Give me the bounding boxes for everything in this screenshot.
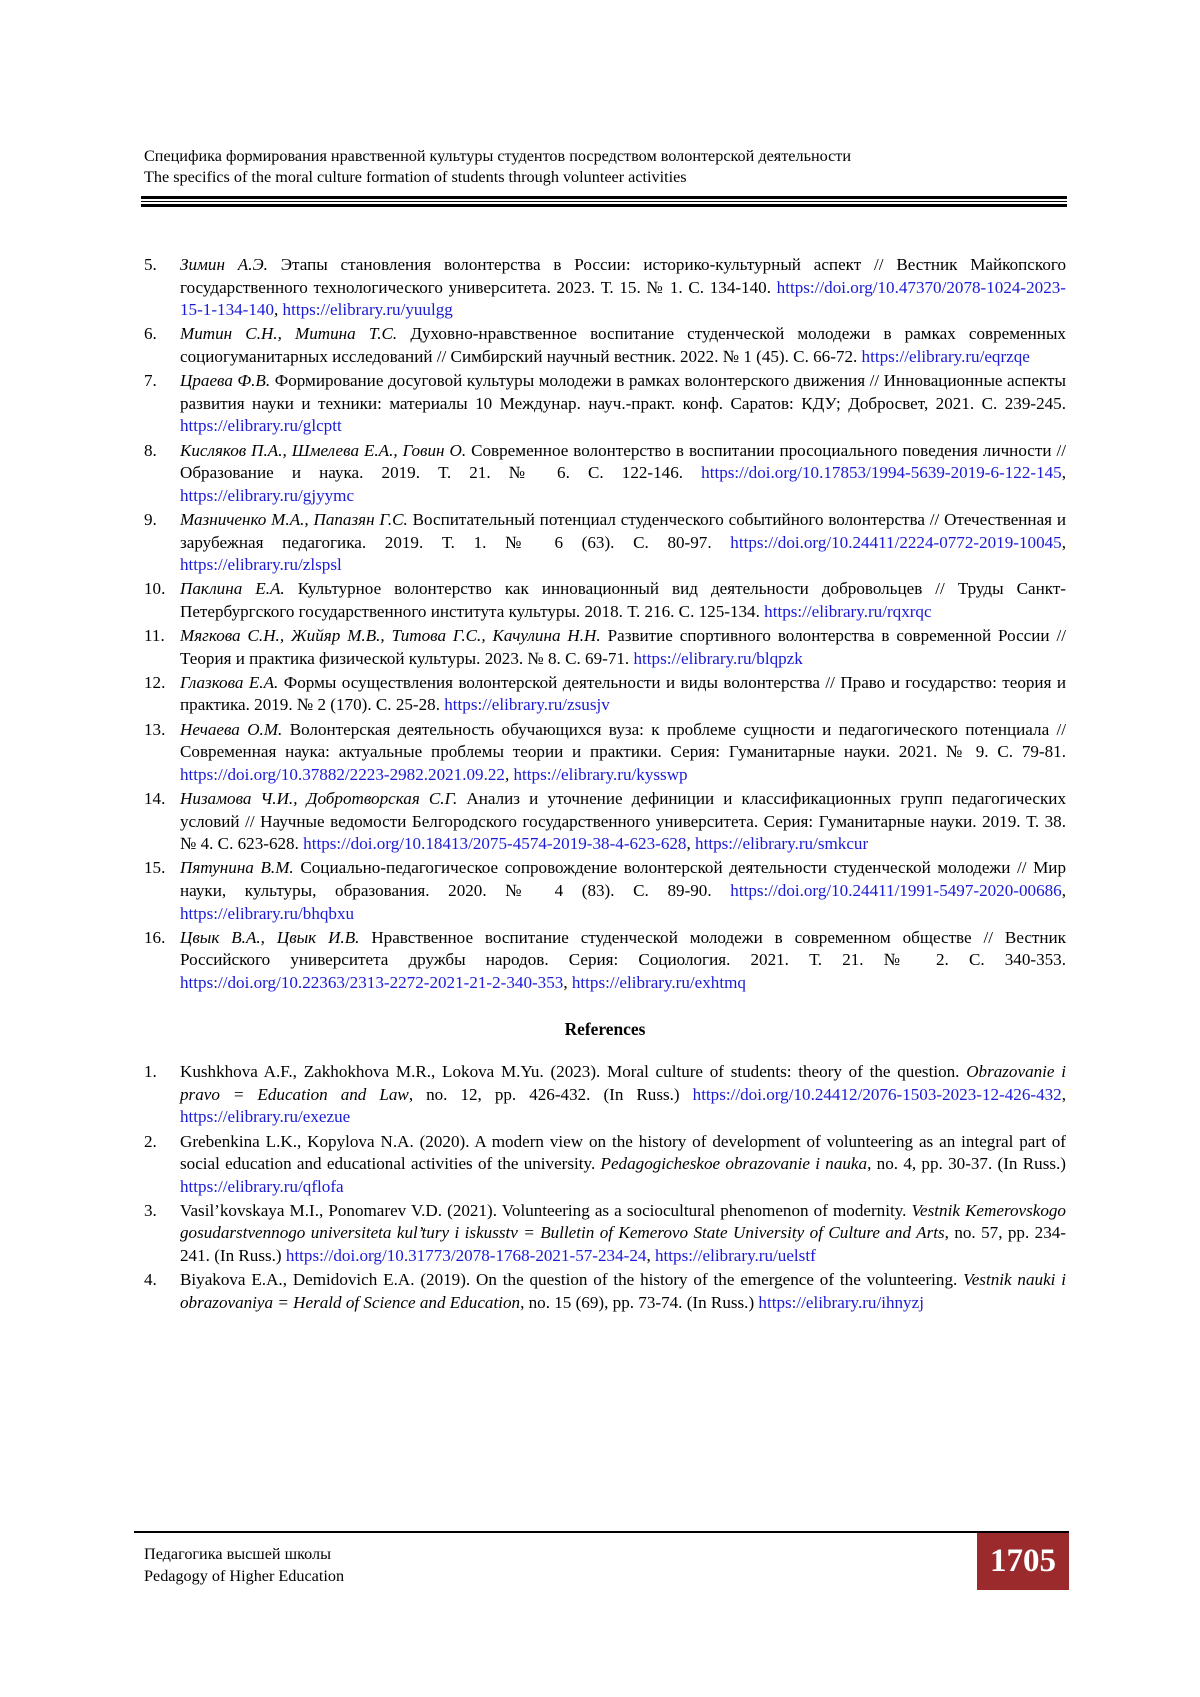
reference-link[interactable]: https://elibrary.ru/exhtmq	[571, 972, 746, 992]
reference-item: 9. Мазниченко М.А., Папазян Г.С. Воспитательный потенциал студенческого событийного волонтерства // Отечественная и зарубежная педагогика. 2019. Т. 1. № 6 (63). С. 80-97. https://doi.org/10.24411/2224-0772-2019-10045, https://elibrary.ru/zlspsl	[144, 509, 1066, 575]
reference-link[interactable]: https://doi.org/10.31773/2078-1768-2021-57-234-24	[285, 1246, 647, 1266]
footer-journal-en: Pedagogy of Higher Education	[144, 1566, 345, 1585]
reference-number: 1.	[144, 1062, 157, 1082]
reference-link[interactable]: https://elibrary.ru/zsusjv	[444, 695, 610, 715]
reference-authors: Цвык В.А., Цвык И.В.	[180, 927, 360, 947]
reference-link[interactable]: https://elibrary.ru/bhqbxu	[180, 903, 355, 923]
reference-item: 5. Зимин А.Э. Этапы становления волонтерства в России: историко-культурный аспект // Вестник Майкопского государственного технологического университета. 2023. Т. 15. № 1. С. 134-140. https://doi.org/10.47370/2078-1024-2023-15-1-134-140, https://elibrary.ru/yuulgg	[144, 255, 1066, 320]
reference-number: 7.	[144, 371, 157, 391]
footer-rule	[134, 1531, 1069, 1533]
reference-text: Культурное волонтерство как инновационный вид деятельности добровольцев // Труды Санкт-Петербургского государственного института культуры. 2018. Т. 216. С. 125-134.	[180, 579, 1066, 621]
reference-source: Pedagogicheskoe obrazovanie i nauka	[600, 1154, 868, 1174]
reference-item: 8. Кисляков П.А., Шмелева Е.А., Говин О. Современное волонтерство в воспитании просоциального поведения личности // Образование и наука. 2019. Т. 21. № 6. С. 122-146. https://doi.org/10.17853/1994-5639-2019-6-122-145, https://elibrary.ru/gjyymc	[144, 440, 1066, 505]
reference-authors: Цраева Ф.В.	[180, 371, 271, 391]
reference-item	[144, 1269, 1066, 1314]
reference-text: Современное волонтерство в воспитании просоциального поведения личности // Образование и наука. 2019. Т. 21. № 6. С. 122-146.	[180, 440, 1066, 483]
reference-link[interactable]: https://doi.org/10.17853/1994-5639-2019-6-122-145	[701, 463, 1062, 483]
reference-source: Vestnik Kemerovskogo gosudarstvennogo universiteta kul’tury i iskusstv = Bulletin of Kemerovo State University of Culture and Arts	[180, 1200, 1066, 1243]
reference-authors: Кисляков П.А., Шмелева Е.А., Говин О.	[180, 440, 467, 460]
reference-number: 8.	[144, 440, 157, 460]
reference-number: 10.	[144, 579, 166, 599]
reference-authors: Зимин А.Э.	[180, 255, 268, 274]
reference-link[interactable]: https://elibrary.ru/blqpzk	[633, 648, 803, 668]
reference-source: Obrazovanie i pravo = Education and Law	[180, 1062, 1066, 1104]
reference-text: Grebenkina L.K., Kopylova N.A. (2020). A modern view on the history of development of volunteering as an integral part of social education and educational activities of the university.	[180, 1131, 1066, 1174]
reference-text: Социально-педагогическое сопровождение волонтерской деятельности студенческой молодежи // Мир науки, культуры, образования. 2020. № 4 (83). С. 89-90.	[180, 858, 1067, 900]
reference-text: Формы осуществления волонтерской деятельности и виды волонтерства // Право и государство: теория и практика. 2019. № 2 (170). С. 25-28.	[180, 672, 1066, 715]
reference-item	[144, 323, 1066, 368]
reference-link[interactable]: https://elibrary.ru/zlspsl	[180, 555, 342, 575]
reference-text: Biyakova E.A., Demidovich E.A. (2019). On the question of the history of the emergence of the volunteering.	[180, 1270, 964, 1290]
reference-text: Анализ и уточнение дефиниции и классификационных групп педагогических условий // Научные ведомости Белгородского государственного университета. Серия: Гуманитарные науки. 2019. Т. 38. № 4. С. 623-628.	[180, 789, 1067, 854]
reference-link[interactable]: https://elibrary.ru/yuulgg	[282, 300, 453, 320]
page-content	[144, 254, 1066, 1316]
reference-tail: , no. 4, pp. 30-37. (In Russ.)	[867, 1154, 1066, 1174]
reference-link[interactable]: https://elibrary.ru/glcptt	[180, 416, 342, 436]
reference-link[interactable]: https://doi.org/10.24411/1991-5497-2020-00686	[730, 880, 1062, 900]
references-en-list	[144, 1061, 1066, 1314]
reference-number: 4.	[144, 1270, 157, 1290]
reference-number: 6.	[144, 324, 157, 344]
reference-link[interactable]: https://doi.org/10.47370/2078-1024-2023-15-1-134-140	[180, 277, 1066, 320]
reference-item: 16. Цвык В.А., Цвык И.В. Нравственное воспитание студенческой молодежи в современном обществе // Вестник Российского университета дружбы народов. Серия: Социология. 2021. Т. 21. № 2. С. 340-353. https://doi.org/10.22363/2313-2272-2021-21-2-340-353, https://elibrary.ru/exhtmq	[144, 927, 1066, 992]
reference-item	[144, 672, 1066, 717]
references-ru-list	[144, 254, 1066, 995]
footer-journal-ru: Педагогика высшей школы	[144, 1545, 331, 1563]
reference-source: Vestnik nauki i obrazovaniya = Herald of Science and Education	[180, 1270, 1066, 1312]
reference-link[interactable]: https://elibrary.ru/qflofa	[180, 1176, 344, 1196]
reference-number: 15.	[144, 858, 166, 878]
reference-link[interactable]: https://doi.org/10.22363/2313-2272-2021-21-2-340-353	[180, 972, 564, 992]
reference-item: 1. Kushkhova A.F., Zakhokhova M.R., Lokova M.Yu. (2023). Moral culture of students: theory of the question. Obrazovanie i pravo = Education and Law, no. 12, pp. 426-432. (In Russ.) https://doi.org/10.24412/2076-1503-2023-12-426-432, https://elibrary.ru/exezue	[144, 1062, 1067, 1127]
reference-authors: Пятунина В.М.	[180, 858, 294, 878]
reference-text: Vasil’kovskaya M.I., Ponomarev V.D. (2021). Volunteering as a sociocultural phenomenon of modernity.	[180, 1200, 912, 1220]
reference-number: 14.	[144, 789, 166, 808]
reference-text: Формирование досуговой культуры молодежи в рамках волонтерского движения // Инновационные аспекты развития науки и техники: материалы 10 Междунар. науч.-практ. конф. Саратов: КДУ; Добросвет, 2021. С. 239-245.	[180, 371, 1066, 413]
reference-text: Развитие спортивного волонтерства в современной России // Теория и практика физической культуры. 2023. № 8. С. 69-71.	[180, 626, 1066, 668]
reference-item	[144, 1131, 1066, 1199]
reference-link[interactable]: https://doi.org/10.37882/2223-2982.2021.09.22	[180, 764, 505, 784]
reference-link[interactable]: https://doi.org/10.18413/2075-4574-2019-38-4-623-628	[303, 834, 687, 854]
reference-number: 5.	[144, 255, 157, 274]
reference-number: 12.	[144, 672, 166, 692]
reference-authors: Мягкова С.Н., Жийяр М.В., Титова Г.С., Качулина Н.Н.	[180, 626, 601, 646]
page-number-badge: 1705	[977, 1533, 1069, 1590]
reference-link[interactable]: https://doi.org/10.24412/2076-1503-2023-12-426-432	[692, 1084, 1062, 1104]
reference-text: Волонтерская деятельность обучающихся вуза: к проблеме сущности и педагогического потенциала // Современная наука: актуальные проблемы теории и практики. Серия: Гуманитарные науки. 2021. № 9. С. 79-81.	[180, 719, 1067, 762]
reference-item: 3. Vasil’kovskaya M.I., Ponomarev V.D. (2021). Volunteering as a sociocultural phenomenon of modernity. Vestnik Kemerovskogo gosudarstvennogo universiteta kul’tury i iskusstv = Bulletin of Kemerovo State University of Culture and Arts, no. 57, pp. 234-241. (In Russ.) https://doi.org/10.31773/2078-1768-2021-57-234-24, https://elibrary.ru/uelstf	[144, 1200, 1066, 1266]
reference-tail: , no. 57, pp. 234-241. (In Russ.)	[180, 1223, 1066, 1266]
reference-item: 14. Низамова Ч.И., Добротворская С.Г. Анализ и уточнение дефиниции и классификационных групп педагогических условий // Научные ведомости Белгородского государственного университета. Серия: Гуманитарные науки. 2019. Т. 38. № 4. С. 623-628. https://doi.org/10.18413/2075-4574-2019-38-4-623-628, https://elibrary.ru/smkcur	[144, 789, 1067, 854]
reference-link[interactable]: https://elibrary.ru/rqxrqc	[764, 601, 932, 621]
reference-link[interactable]: https://elibrary.ru/ihnyzj	[758, 1292, 924, 1312]
footer	[144, 1544, 344, 1587]
header-rule	[141, 196, 1067, 207]
reference-authors: Нечаева О.М.	[180, 719, 283, 739]
reference-number: 13.	[144, 719, 166, 739]
reference-number: 3.	[144, 1200, 157, 1220]
reference-link[interactable]: https://elibrary.ru/gjyymc	[180, 485, 355, 505]
reference-link[interactable]: https://elibrary.ru/eqrzqe	[861, 346, 1030, 366]
reference-text: Этапы становления волонтерства в России: историко-культурный аспект // Вестник Майкопского государственного технологического университета. 2023. Т. 15. № 1. С. 134-140.	[180, 255, 1066, 297]
reference-number: 9.	[144, 509, 157, 529]
reference-authors: Мазниченко М.А., Папазян Г.С.	[180, 509, 408, 529]
reference-link[interactable]: https://elibrary.ru/uelstf	[654, 1246, 816, 1266]
reference-authors: Глазкова Е.А.	[180, 672, 279, 692]
reference-text: Духовно-нравственное воспитание студенческой молодежи в рамках современных социогуманитарных исследований // Симбирский научный вестник. 2022. № 1 (45). С. 66-72.	[180, 324, 1066, 366]
reference-authors: Митин С.Н., Митина Т.С.	[180, 324, 398, 344]
header-title-ru: Специфика формирования нравственной культуры студентов посредством волонтерской деятельности	[144, 147, 852, 165]
reference-item	[144, 578, 1066, 623]
reference-text: Воспитательный потенциал студенческого событийного волонтерства // Отечественная и зарубежная педагогика. 2019. Т. 1. № 6 (63). С. 80-97.	[180, 509, 1066, 552]
reference-link[interactable]: https://elibrary.ru/kysswp	[513, 764, 688, 784]
reference-link[interactable]: https://elibrary.ru/exezue	[180, 1107, 351, 1127]
references-heading: References	[564, 1018, 646, 1039]
header-title-en: The specifics of the moral culture formation of students through volunteer activities	[144, 168, 687, 186]
reference-text: Нравственное воспитание студенческой молодежи в современном обществе // Вестник Российского университета дружбы народов. Серия: Социология. 2021. Т. 21. № 2. С. 340-353.	[180, 927, 1066, 970]
reference-authors: Низамова Ч.И., Добротворская С.Г.	[180, 789, 458, 808]
reference-link[interactable]: https://doi.org/10.24411/2224-0772-2019-10045	[730, 532, 1062, 552]
reference-item: 15. Пятунина В.М. Социально-педагогическое сопровождение волонтерской деятельности студенческой молодежи // Мир науки, культуры, образования. 2020. № 4 (83). С. 89-90. https://doi.org/10.24411/1991-5497-2020-00686, https://elibrary.ru/bhqbxu	[144, 858, 1067, 923]
reference-tail: , no. 12, pp. 426-432. (In Russ.)	[408, 1084, 693, 1104]
reference-text: Kushkhova A.F., Zakhokhova M.R., Lokova M.Yu. (2023). Moral culture of students: theory of the question.	[180, 1062, 967, 1082]
reference-tail: , no. 15 (69), pp. 73-74. (In Russ.)	[520, 1292, 759, 1312]
reference-number: 2.	[144, 1131, 157, 1151]
reference-number: 11.	[144, 626, 165, 646]
reference-item	[144, 625, 1066, 670]
reference-link[interactable]: https://elibrary.ru/smkcur	[695, 834, 869, 854]
running-header	[144, 146, 1068, 188]
reference-item	[144, 370, 1066, 438]
reference-item: 13. Нечаева О.М. Волонтерская деятельность обучающихся вуза: к проблеме сущности и педагогического потенциала // Современная наука: актуальные проблемы теории и практики. Серия: Гуманитарные науки. 2021. № 9. С. 79-81. https://doi.org/10.37882/2223-2982.2021.09.22, https://elibrary.ru/kysswp	[144, 719, 1067, 784]
reference-authors: Паклина Е.А.	[180, 579, 285, 599]
reference-number: 16.	[144, 927, 166, 947]
